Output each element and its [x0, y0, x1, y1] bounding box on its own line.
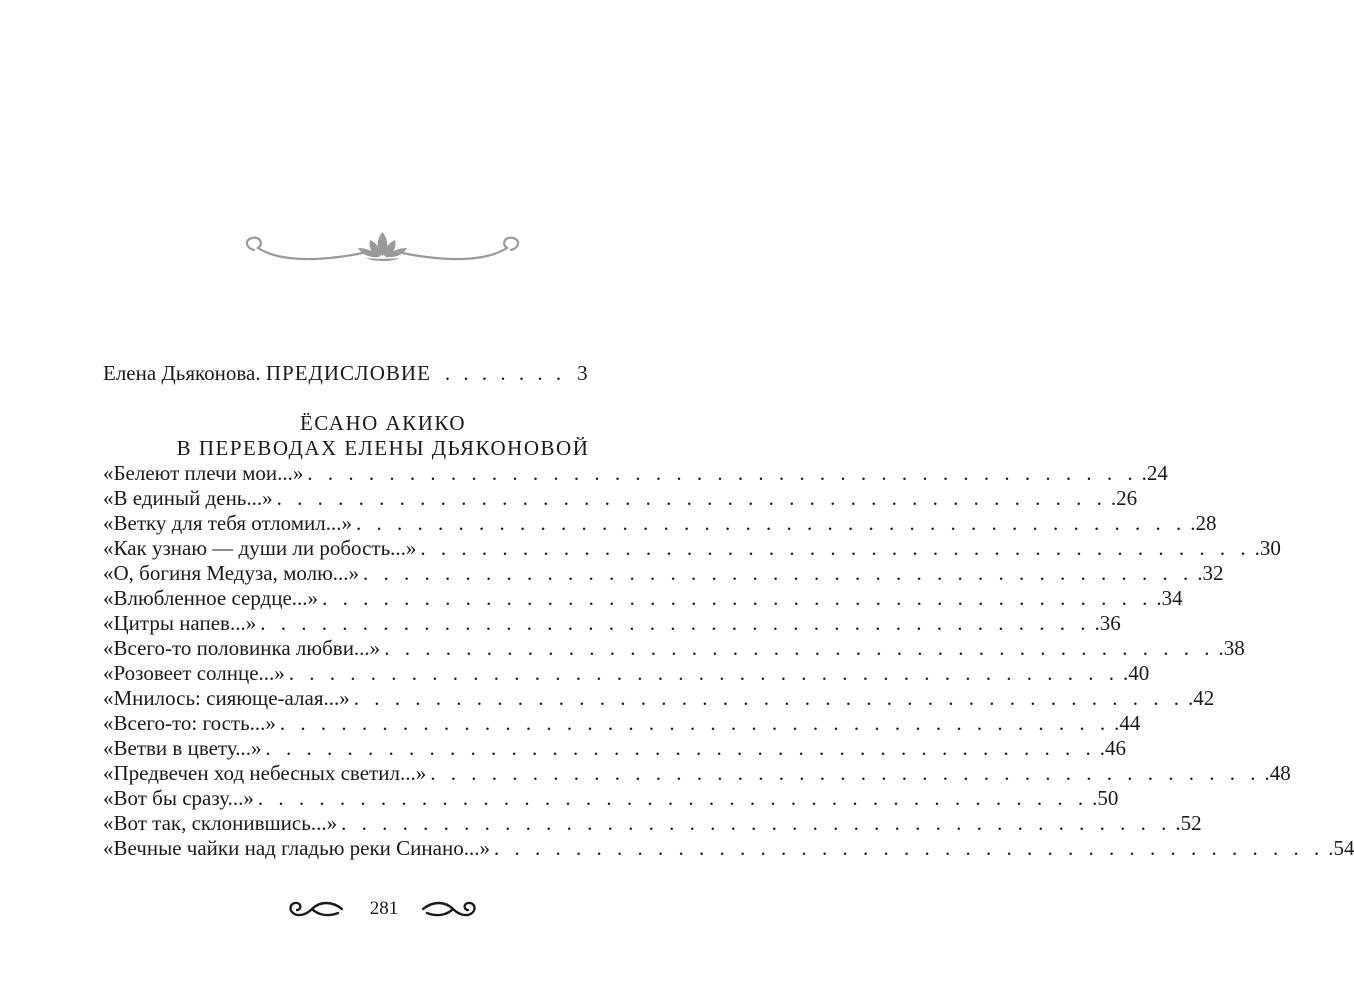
dot-leader: . . . . . . . . . . . . . . . . . . . . . . . . . . . . . . . . . . . . . . . . .	[493, 836, 1325, 860]
page-footer	[0, 893, 800, 927]
entry-title: «Вот так, склонившись...»	[103, 811, 338, 835]
toc-entry[interactable]	[103, 661, 1150, 686]
page-ref: .44	[1114, 711, 1141, 735]
entry-title: «Влюбленное сердце...»	[103, 586, 319, 610]
dot-leader: . . . . . . . . . . . . . . . . . . . . . . . . . . . . . . . . . . . . . . . . .	[353, 686, 1184, 710]
dot-leader: . . . . . . . . . . . . . . . . . . . . . . . . . . . . . . . . . . . . . . . . .	[257, 786, 1089, 810]
dot-leader: . . . . . . . . . . . . . . . . . . . . . . . . . . . . . . . . . . . . . . . . .	[265, 736, 1096, 760]
page-ref: .48	[1264, 761, 1291, 785]
swirl-ornament-icon	[284, 897, 344, 923]
page-ref: .40	[1123, 661, 1150, 685]
toc-entry[interactable]	[103, 761, 1291, 786]
toc-entry[interactable]	[103, 486, 1138, 511]
entry-title: «Цитры напев...»	[103, 611, 257, 635]
dot-leader: . . . . . . . . . . . . . . . . . . . . . . . . . . . . . . . . . . . . . . . . .	[341, 811, 1172, 835]
toc-entry[interactable]	[103, 736, 1126, 761]
toc-entry[interactable]	[103, 811, 1202, 836]
page-ref: .32	[1197, 561, 1224, 585]
toc-entry[interactable]	[103, 536, 1281, 561]
page-number: 281	[369, 898, 399, 919]
entry-title: «Предвечен ход небесных светил...»	[103, 761, 427, 785]
page-ref: .24	[1141, 461, 1168, 485]
toc-entry[interactable]	[103, 611, 1121, 636]
entry-title: «Вот бы сразу...»	[103, 786, 254, 810]
toc-entry-preface[interactable]	[103, 361, 663, 386]
swirl-ornament-icon	[421, 897, 481, 923]
toc-entry[interactable]	[103, 511, 1217, 536]
page-ref: .34	[1156, 586, 1183, 610]
toc-entry[interactable]	[103, 561, 1224, 586]
section-heading-author: ЁСАНО АКИКО	[299, 411, 467, 435]
entry-title: «Ветку для тебя отломил...»	[103, 511, 353, 535]
page-ref: .30	[1254, 536, 1281, 560]
toc-entry[interactable]	[103, 586, 1183, 611]
lotus-ornament-icon	[240, 228, 525, 274]
dot-leader: . . . . . . . . . . . . . . . . . . . . . . . . . . . . . . . . . . . . . . . . .	[260, 611, 1091, 635]
page-ref: .36	[1094, 611, 1121, 635]
page-ref: .50	[1092, 786, 1119, 810]
entry-title: «Розовеет солнце...»	[103, 661, 285, 685]
toc-entry[interactable]	[103, 461, 1168, 486]
dot-leader: . . . . . . . . . . . . . . . . . . . . . . . . . . . . . . . . . . . . . . . . .	[288, 661, 1120, 685]
page-ref: .38	[1218, 636, 1245, 660]
page-ref: .54	[1328, 836, 1354, 860]
entry-title: «Всего-то: гость...»	[103, 711, 276, 735]
preface-author: Елена Дьяконова.	[103, 361, 261, 385]
dot-leader: . . . . . . . . . . . . . . . . . . . . . . . . . . . . . . . . . . . . . . . . .	[384, 636, 1215, 660]
section-heading-translator: В ПЕРЕВОДАХ ЕЛЕНЫ ДЬЯКОНОВОЙ	[176, 436, 590, 460]
toc-entry[interactable]	[103, 686, 1215, 711]
toc-entry[interactable]	[103, 636, 1245, 661]
toc-entry[interactable]	[103, 711, 1141, 736]
dot-leader: . . . . . . . . . . . . . . . . . . . . . . . . . . . . . . . . . . . . . . . . .	[322, 586, 1153, 610]
page-ref: .26	[1110, 486, 1138, 510]
dot-leader: . . . . . . . . . . . . . . . . . . . . . . . . . . . . . . . . . . . . . . . . .	[307, 461, 1138, 485]
dot-leader: . . . . . . .	[444, 361, 566, 385]
entry-title: «В единый день...»	[103, 486, 273, 510]
page-ref: .52	[1175, 811, 1202, 835]
entry-title: «Мнилось: сияюще-алая...»	[103, 686, 350, 710]
entry-title: «Ветви в цвету...»	[103, 736, 262, 760]
entry-title: «Белеют плечи мои...»	[103, 461, 304, 485]
entry-title: «Вечные чайки над гладью реки Синано...»	[103, 836, 490, 860]
entry-title: «О, богиня Медуза, молю...»	[103, 561, 360, 585]
preface-title: ПРЕДИСЛОВИЕ	[265, 361, 431, 385]
entry-title: «Всего-то половинка любви...»	[103, 636, 381, 660]
page-ref: .42	[1188, 686, 1215, 710]
dot-leader: . . . . . . . . . . . . . . . . . . . . . . . . . . . . . . . . . . . . . . . . .	[420, 536, 1251, 560]
entry-title: «Как узнаю — души ли робость...»	[103, 536, 417, 560]
page-ref: 3	[577, 361, 588, 385]
toc-entry[interactable]	[103, 836, 1354, 861]
toc-entry[interactable]	[103, 786, 1119, 811]
dot-leader: . . . . . . . . . . . . . . . . . . . . . . . . . . . . . . . . . . . . . . . . .	[279, 711, 1111, 735]
dot-leader: . . . . . . . . . . . . . . . . . . . . . . . . . . . . . . . . . . . . . . . . .	[276, 486, 1107, 510]
dot-leader: . . . . . . . . . . . . . . . . . . . . . . . . . . . . . . . . . . . . . . . . .	[356, 511, 1187, 535]
dot-leader: . . . . . . . . . . . . . . . . . . . . . . . . . . . . . . . . . . . . . . . . .	[430, 761, 1261, 785]
page-ref: .46	[1099, 736, 1126, 760]
dot-leader: . . . . . . . . . . . . . . . . . . . . . . . . . . . . . . . . . . . . . . . . .	[363, 561, 1194, 585]
page-ref: .28	[1190, 511, 1217, 535]
